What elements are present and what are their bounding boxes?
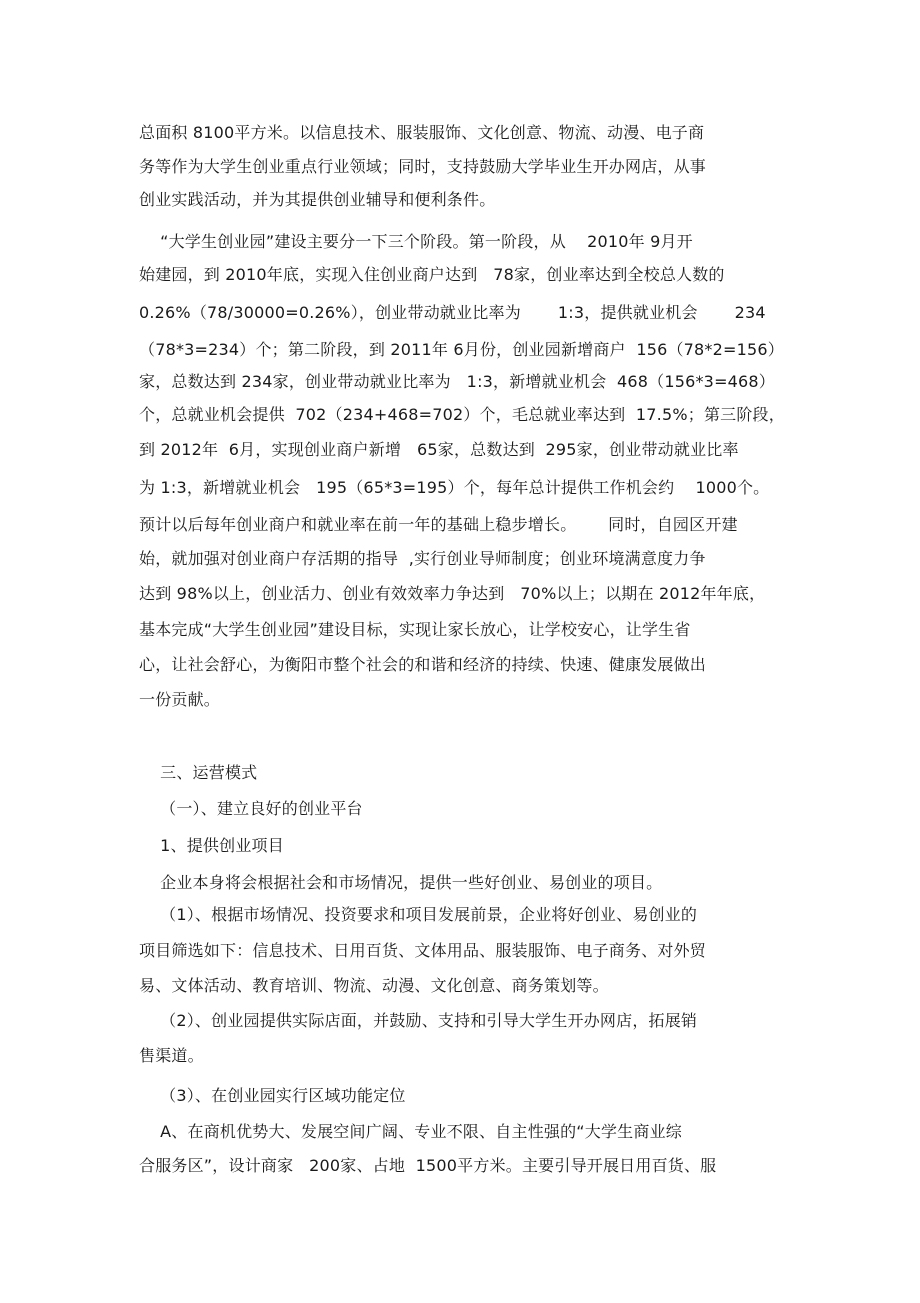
text-line: 创业实践活动，并为其提供创业辅导和便利条件。 <box>139 190 496 209</box>
text-line: A、在商机优势大、发展空间广阔、专业不限、自主性强的“大学生商业综 <box>139 1122 682 1141</box>
text-line: 到 2012年 6月，实现创业商户新增 65家，总数达到 295家，创业带动就业比率 <box>139 440 739 459</box>
text-line: 项目筛选如下：信息技术、日用百货、文体用品、服装服饰、电子商务、对外贸 <box>139 941 707 960</box>
text-line: 易、文体活动、教育培训、物流、动漫、文化创意、商务策划等。 <box>139 976 609 995</box>
text-line: 合服务区”，设计商家 200家、占地 1500平方米。主要引导开展日用百货、服 <box>139 1156 717 1175</box>
text-line: 为 1:3，新增就业机会 195（65*3=195）个，每年总计提供工作机会约 1000个。 <box>139 478 770 497</box>
text-line: 一份贡献。 <box>139 690 221 709</box>
text-line: （2）、创业园提供实际店面，并鼓励、支持和引导大学生开办网店，拓展销 <box>139 1011 698 1030</box>
text-line: 始建园，到 2010年底，实现入住创业商户达到 78家，创业率达到全校总人数的 <box>139 265 725 284</box>
text-line: 0.26%（78/30000=0.26%），创业带动就业比率为 1:3，提供就业机会 234 <box>139 303 766 322</box>
text-line: 总面积 8100平方米。以信息技术、服装服饰、文化创意、物流、动漫、电子商 <box>139 123 705 142</box>
text-line: 务等作为大学生创业重点行业领域；同时，支持鼓励大学毕业生开办网店，从事 <box>139 157 707 176</box>
text-line: 个，总就业机会提供 702（234+468=702）个，毛总就业率达到 17.5%；第三阶段， <box>139 405 785 424</box>
text-line: “大学生创业园”建设主要分一下三个阶段。第一阶段，从 2010年 9月开 <box>139 232 693 251</box>
text-line: （78*3=234）个；第二阶段，到 2011年 6月份，创业园新增商户 156（78*2=156） <box>139 340 784 359</box>
item-heading: 1、提供创业项目 <box>139 836 284 855</box>
text-line: 预计以后每年创业商户和就业率在前一年的基础上稳步增长。 同时，自园区开建 <box>139 515 738 534</box>
text-line: 基本完成“大学生创业园”建设目标，实现让家长放心，让学校安心，让学生省 <box>139 620 691 639</box>
text-line: （1）、根据市场情况、投资要求和项目发展前景，企业将好创业、易创业的 <box>139 905 698 924</box>
text-line: 达到 98%以上，创业活力、创业有效效率力争达到 70%以上；以期在 2012年年底， <box>139 584 766 603</box>
text-line: 始，就加强对创业商户存活期的指导 ,实行创业导师制度；创业环境满意度力争 <box>139 549 706 568</box>
text-line: 心，让社会舒心，为衡阳市整个社会的和谐和经济的持续、快速、健康发展做出 <box>139 655 707 674</box>
section-heading: 三、运营模式 <box>139 763 258 782</box>
text-line: 企业本身将会根据社会和市场情况，提供一些好创业、易创业的项目。 <box>139 873 663 892</box>
text-line: 家，总数达到 234家，创业带动就业比率为 1:3，新增就业机会 468（156*3=468） <box>139 372 776 391</box>
subsection-heading: （一）、建立良好的创业平台 <box>139 799 363 818</box>
text-line: （3）、在创业园实行区域功能定位 <box>139 1086 406 1105</box>
text-line: 售渠道。 <box>139 1046 204 1065</box>
